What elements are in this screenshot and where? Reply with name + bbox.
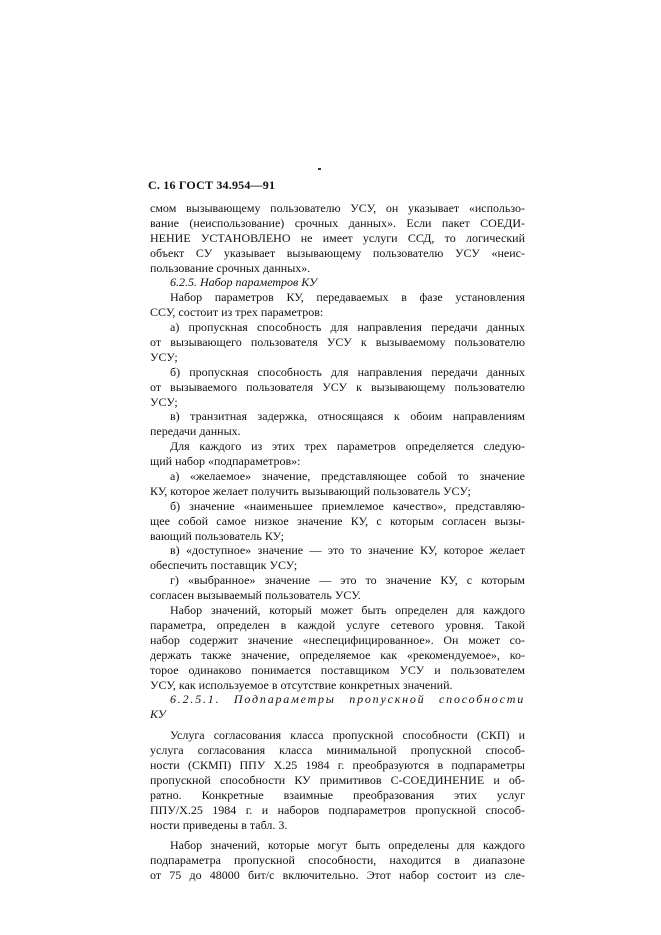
- page-header: С. 16 ГОСТ 34.954—91: [148, 178, 276, 192]
- text-line: УСУ;: [150, 394, 178, 409]
- text-line: пользование срочных данных».: [150, 260, 311, 275]
- text-line: Услуга согласования класса пропускной способности (СКП) и: [170, 728, 525, 743]
- text-line: УСУ, как используемое в отсутствие конкретных значений.: [150, 677, 453, 692]
- list-item: б) пропускная способность для направления передачи данных: [170, 364, 525, 379]
- text-line: ности приведены в табл. 3.: [150, 817, 288, 832]
- list-item: г) «выбранное» значение — это то значение КУ, с которым: [170, 573, 525, 588]
- list-item: б) значение «наименьшее приемлемое качество», представляю-: [170, 498, 525, 513]
- text-line: передачи данных.: [150, 424, 241, 439]
- text-line: услуга согласования класса минимальной пропускной способ-: [150, 743, 525, 758]
- text-line: смом вызывающему пользователю УСУ, он указывает «использо-: [150, 201, 525, 215]
- text-line: вающий пользователь КУ;: [150, 528, 284, 543]
- text-line: НЕНИЕ УСТАНОВЛЕНО не имеет услуги ССД, то логический: [150, 230, 525, 245]
- section-heading: 6.2.5. Набор параметров КУ: [170, 275, 318, 290]
- text-line: Набор значений, которые могут быть определены для каждого: [170, 838, 525, 853]
- text-line: держать также значение, определяемое как «рекомендуемое», ко-: [150, 647, 525, 662]
- text-line: ППУ/Х.25 1984 г. и наборов подпараметров пропускной способ-: [150, 802, 525, 817]
- text-line: КУ, которое желает получить вызывающий пользователь УСУ;: [150, 483, 471, 498]
- page-mark: [318, 168, 321, 170]
- text-line: набор содержит значение «неспецифицированное». Он может со-: [150, 632, 525, 647]
- text-line: от вызывающего пользователя УСУ к вызываемому пользователю: [150, 335, 525, 350]
- text-line: Для каждого из этих трех параметров определяется следую-: [170, 439, 525, 454]
- text-line: согласен вызываемый пользователь УСУ.: [150, 588, 361, 603]
- list-item: в) транзитная задержка, относящаяся к обоим направлениям: [170, 409, 525, 424]
- body-text: [150, 201, 525, 883]
- text-line: обеспечить поставщик УСУ;: [150, 558, 298, 573]
- text-line: параметра, определен в каждой услуге сетевого уровня. Такой: [150, 617, 525, 632]
- text-line: ратно. Конкретные взаимные преобразования этих услуг: [150, 787, 525, 802]
- text-line: подпараметра пропускной способности, находится в диапазоне: [150, 853, 525, 868]
- text-line: ности (СКМП) ППУ Х.25 1984 г. преобразуются в подпараметры: [150, 757, 525, 772]
- text-line: Набор параметров КУ, передаваемых в фазе установления: [170, 290, 525, 305]
- text-line: от вызываемого пользователя УСУ к вызывающему пользователю: [150, 379, 525, 394]
- text-line: Набор значений, который может быть определен для каждого: [170, 603, 525, 618]
- text-line: щий набор «подпараметров»:: [150, 454, 301, 469]
- text-line: объект СУ указывает вызывающему пользователю УСУ «неис-: [150, 245, 525, 260]
- list-item: а) «желаемое» значение, представляющее собой то значение: [170, 469, 525, 484]
- text-line: пропускной способности КУ примитивов С-СОЕДИНЕНИЕ и об-: [150, 772, 525, 787]
- text-line: торое одинаково понимается поставщиком УСУ и пользователем: [150, 662, 525, 677]
- text-line: УСУ;: [150, 349, 178, 364]
- subsection-heading: 6.2.5.1. Подпараметры пропускной способности: [170, 692, 525, 707]
- text-line: от 75 до 48000 бит/с включительно. Этот набор состоит из сле-: [150, 868, 525, 883]
- text-line: ССУ, состоит из трех параметров:: [150, 305, 324, 320]
- text-line: вание (неиспользование) срочных данных». Если пакет СОЕДИ-: [150, 215, 525, 230]
- list-item: а) пропускная способность для направления передачи данных: [170, 320, 525, 335]
- subsection-heading-cont: КУ: [150, 707, 166, 722]
- list-item: в) «доступное» значение — это то значение КУ, которое желает: [170, 543, 525, 558]
- text-line: щее собой самое низкое значение КУ, с которым согласен вызы-: [150, 513, 525, 528]
